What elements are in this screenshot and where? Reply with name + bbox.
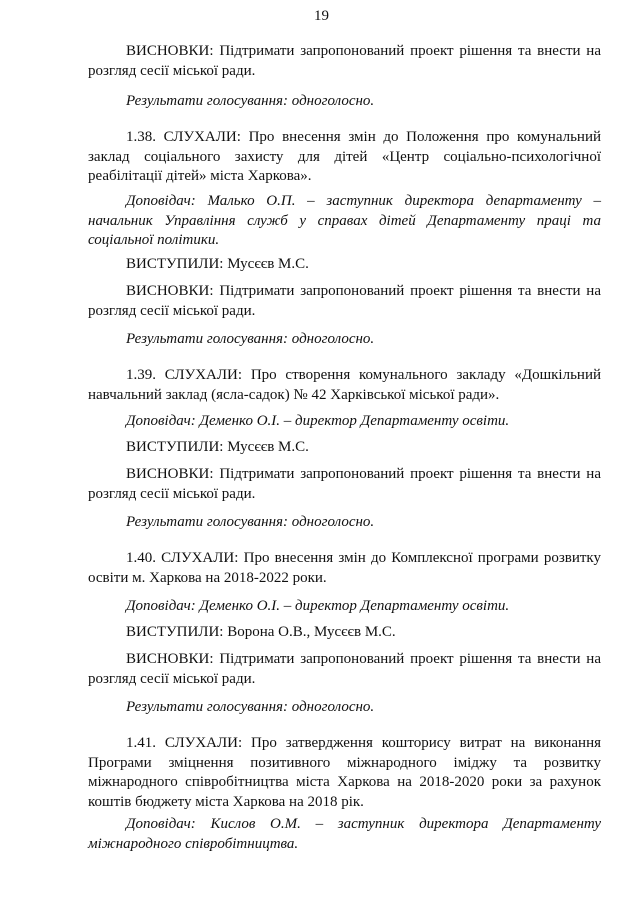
- heard-label: 1.40. СЛУХАЛИ:: [126, 550, 239, 566]
- vote-result-label: Результати голосування:: [126, 514, 289, 530]
- spoke-paragraph: [88, 255, 601, 275]
- heard-label: 1.41. СЛУХАЛИ:: [126, 735, 243, 751]
- heard-text: Про внесення змін до Положення про комунальний заклад соціального захисту для дітей «Центр соціально-психологічної реабілітації дітей» міста Харкова».: [88, 129, 602, 184]
- spoke-label: ВИСТУПИЛИ:: [126, 439, 224, 455]
- vote-result-label: Результати голосування:: [126, 331, 289, 347]
- vote-result-label: Результати голосування:: [126, 93, 289, 109]
- vote-result-text: одноголосно.: [291, 514, 375, 530]
- conclusion-paragraph: [88, 282, 601, 321]
- spoke-paragraph: [88, 623, 601, 643]
- speaker-label: Доповідач:: [126, 816, 196, 832]
- conclusion-label: ВИСНОВКИ:: [126, 651, 214, 667]
- heard-text: Про затвердження кошторису витрат на виконання Програми зміцнення позитивного міжнародного іміджу та розвитку міжнародного співробітництва міста Харкова на 2018-2020 роки за рахунок коштів бюджету міста Харкова на 2018 рік.: [88, 735, 601, 810]
- heard-paragraph: [88, 366, 601, 405]
- vote-result-paragraph: [88, 513, 601, 533]
- heard-label: 1.38. СЛУХАЛИ:: [126, 129, 241, 145]
- spoke-label: ВИСТУПИЛИ:: [126, 624, 224, 640]
- vote-result-text: одноголосно.: [291, 93, 375, 109]
- vote-result-text: одноголосно.: [291, 331, 375, 347]
- speaker-paragraph: [88, 192, 601, 251]
- vote-result-paragraph: [88, 698, 601, 718]
- speaker-text: Кислов О.М. – заступник директора Департаменту міжнародного співробітництва.: [88, 816, 601, 852]
- conclusion-label: ВИСНОВКИ:: [126, 466, 214, 482]
- conclusion-paragraph: [88, 465, 601, 504]
- spoke-text: Ворона О.В., Мусєєв М.С.: [227, 624, 396, 640]
- speaker-text: Деменко О.І. – директор Департаменту освіти.: [199, 413, 510, 429]
- conclusion-label: ВИСНОВКИ:: [126, 43, 214, 59]
- spoke-label: ВИСТУПИЛИ:: [126, 256, 224, 272]
- heard-paragraph: [88, 128, 601, 187]
- conclusion-text: Підтримати запропонований проект рішення та внести на розгляд сесії міської ради.: [88, 466, 601, 502]
- page-number: 19: [314, 8, 329, 24]
- conclusion-text: Підтримати запропонований проект рішення та внести на розгляд сесії міської ради.: [88, 651, 601, 687]
- speaker-label: Доповідач:: [126, 193, 196, 209]
- heard-paragraph: [88, 549, 601, 588]
- spoke-text: Мусєєв М.С.: [227, 439, 309, 455]
- speaker-label: Доповідач:: [126, 413, 196, 429]
- vote-result-text: одноголосно.: [291, 699, 375, 715]
- vote-result-paragraph: [88, 330, 601, 350]
- speaker-paragraph: [88, 412, 601, 432]
- heard-text: Про створення комунального закладу «Дошкільний навчальний заклад (ясла-садок) № 42 Харківської міської ради».: [88, 367, 602, 403]
- speaker-text: Малько О.П. – заступник директора департаменту – начальник Управління служб у справах дітей Департаменту праці та соціальної політики.: [88, 193, 602, 248]
- spoke-paragraph: [88, 438, 601, 458]
- speaker-text: Деменко О.І. – директор Департаменту освіти.: [199, 598, 510, 614]
- heard-text: Про внесення змін до Комплексної програми розвитку освіти м. Харкова на 2018-2022 роки.: [88, 550, 601, 586]
- conclusion-paragraph: [88, 42, 601, 81]
- vote-result-paragraph: [88, 92, 601, 112]
- heard-paragraph: [88, 734, 601, 812]
- conclusion-label: ВИСНОВКИ:: [126, 283, 214, 299]
- vote-result-label: Результати голосування:: [126, 699, 289, 715]
- conclusion-text: Підтримати запропонований проект рішення та внести на розгляд сесії міської ради.: [88, 43, 601, 79]
- spoke-text: Мусєєв М.С.: [227, 256, 309, 272]
- conclusion-paragraph: [88, 650, 601, 689]
- speaker-paragraph: [88, 815, 601, 854]
- speaker-label: Доповідач:: [126, 598, 196, 614]
- heard-label: 1.39. СЛУХАЛИ:: [126, 367, 243, 383]
- conclusion-text: Підтримати запропонований проект рішення та внести на розгляд сесії міської ради.: [88, 283, 601, 319]
- speaker-paragraph: [88, 597, 601, 617]
